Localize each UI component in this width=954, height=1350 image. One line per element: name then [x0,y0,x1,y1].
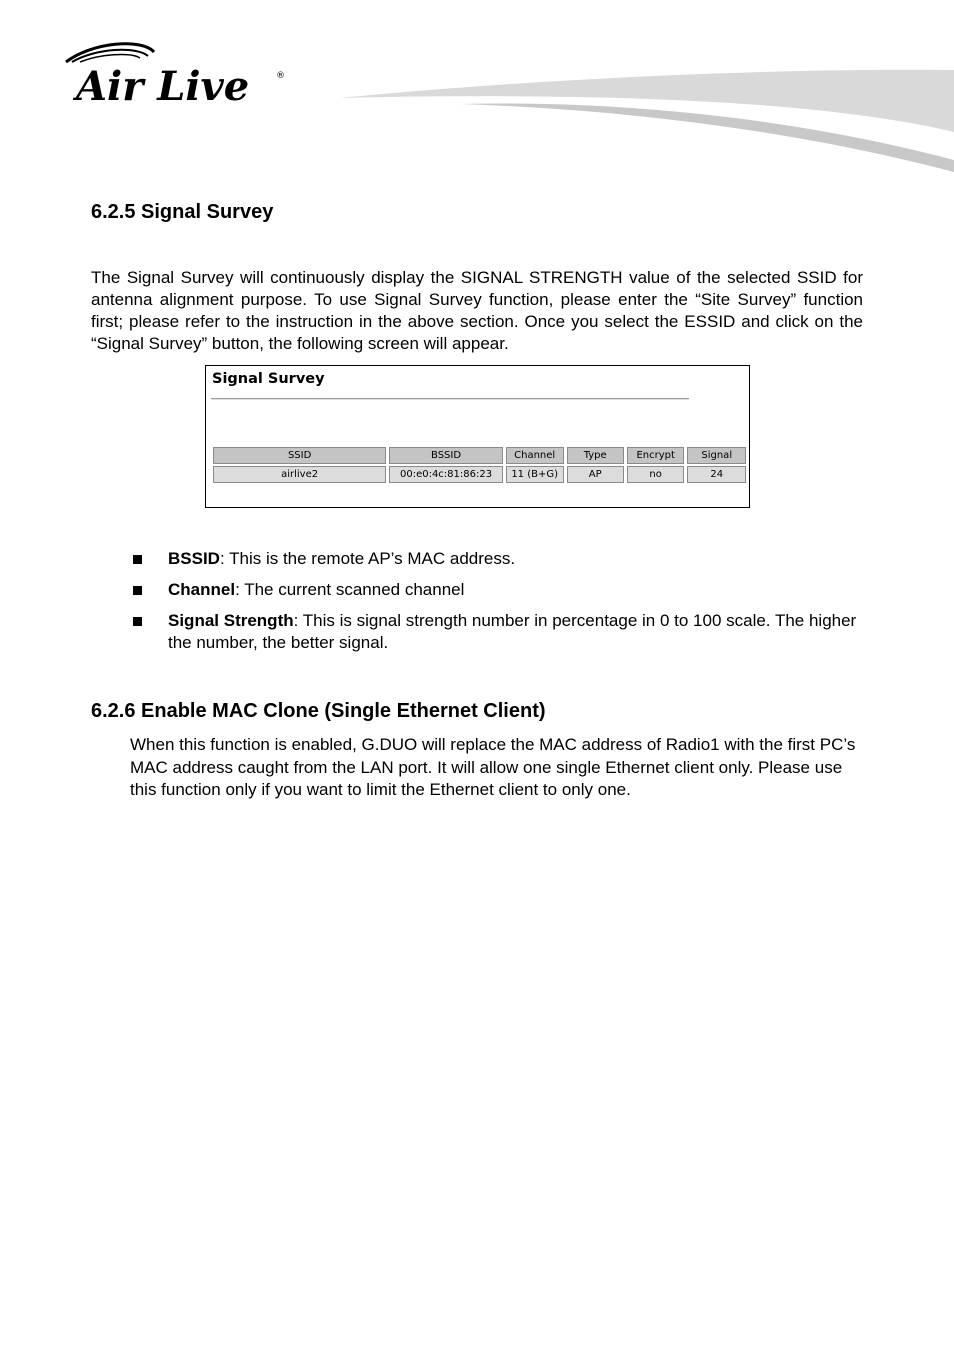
column-header-type: Type [567,447,624,464]
table-row [213,466,746,483]
list-item [130,610,863,654]
signal-survey-screenshot [205,365,750,508]
logo-text: Air Live [76,63,250,110]
column-header-signal: Signal [687,447,746,464]
column-header-encrypt: Encrypt [627,447,685,464]
screenshot-title: Signal Survey [212,371,325,387]
square-bullet-icon [133,617,142,626]
airlive-logo [62,40,292,110]
column-header-channel: Channel [506,447,564,464]
cell-ssid: airlive2 [213,466,386,483]
list-item [130,579,863,601]
square-bullet-icon [133,586,142,595]
screenshot-divider [211,398,689,400]
definition-channel: : The current scanned channel [235,580,465,599]
section-heading-mac-clone: 6.2.6 Enable MAC Clone (Single Ethernet Client) [91,700,546,722]
survey-table [210,445,749,485]
definition-signal-strength: : This is signal strength number in percentage in 0 to 100 scale. The higher the number, the better signal. [168,611,857,652]
mac-clone-paragraph: When this function is enabled, G.DUO will replace the MAC address of Radio1 with the first PC’s MAC address caught from the LAN port. It will allow one single Ethernet client only. Please use this function only if you want to limit the Ethernet client to only one. [130,735,856,799]
square-bullet-icon [133,555,142,564]
cell-channel: 11 (B+G) [506,466,564,483]
cell-bssid: 00:e0:4c:81:86:23 [389,466,503,483]
cell-encrypt: no [627,466,685,483]
section-heading-signal-survey: 6.2.5 Signal Survey [91,201,274,223]
cell-type: AP [567,466,624,483]
term-bssid: BSSID [168,549,220,568]
definition-list [130,548,863,663]
term-signal-strength: Signal Strength [168,611,294,630]
definition-bssid: : This is the remote AP’s MAC address. [219,549,516,568]
column-header-bssid: BSSID [389,447,503,464]
term-channel: Channel [168,580,236,599]
signal-survey-paragraph: The Signal Survey will continuously display the SIGNAL STRENGTH value of the selected SSID for antenna alignment purpose. To use Signal Survey function, please enter the “Site Survey” function first; please refer to the instruction in the above section. Once you select the ESSID and click on the “Signal Survey” button, the following screen will appear. [91,268,863,353]
registered-mark: ® [276,71,285,81]
column-header-ssid: SSID [213,447,386,464]
cell-signal: 24 [687,466,746,483]
list-item [130,548,863,570]
header-swoosh [340,60,954,180]
table-header-row [213,447,746,464]
